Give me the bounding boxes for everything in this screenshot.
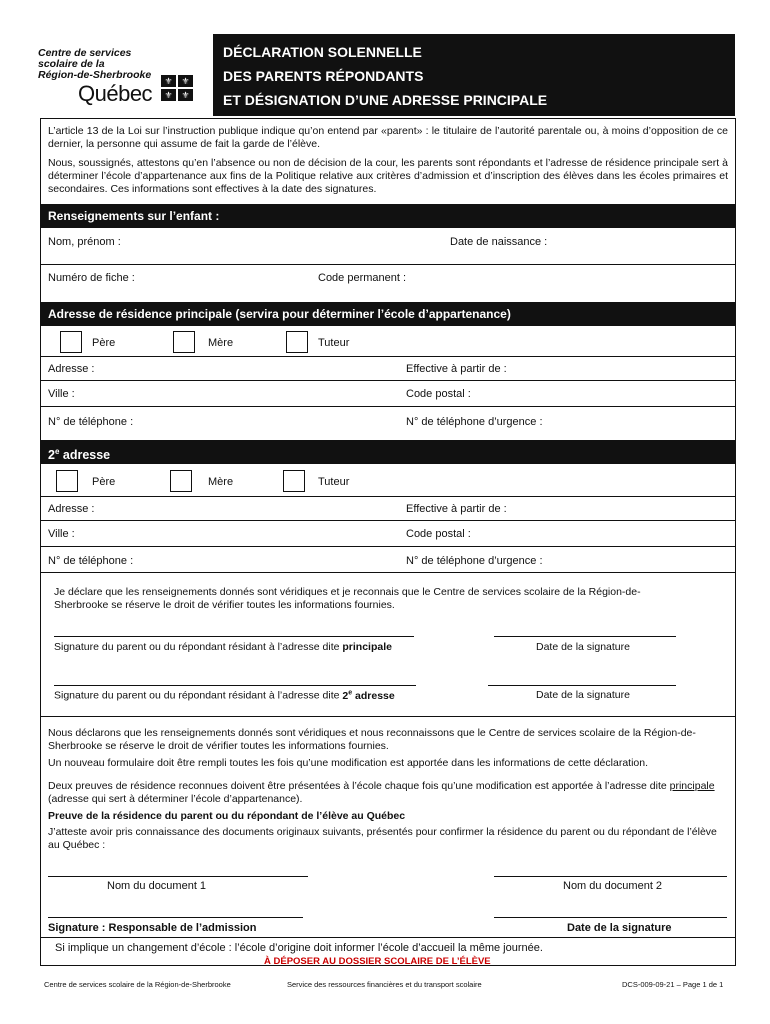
city-label-2: Ville : — [48, 528, 75, 540]
title-line1: DÉCLARATION SOLENNELLE — [223, 44, 422, 60]
child-birthdate-label: Date de naissance : — [450, 236, 548, 248]
divider — [41, 406, 735, 407]
pere-checkbox-2[interactable] — [56, 470, 78, 492]
tuteur-label: Tuteur — [318, 337, 350, 349]
title-line3: ET DÉSIGNATION D’UNE ADRESSE PRINCIPALE — [223, 92, 548, 108]
child-file-number-label: Numéro de fiche : — [48, 272, 135, 284]
bottom-paragraph-3: Deux preuves de résidence reconnues doivent être présentées à l’école chaque fois qu’une modification est apportée à l’adresse dite principale (adresse qui sert à déterminer l’école d’appartenance). — [48, 780, 715, 805]
divider — [41, 496, 735, 497]
org-name-line3: Région-de-Sherbrooke — [38, 69, 152, 81]
date-line[interactable] — [494, 636, 676, 637]
org-name-line2: scolaire de la — [38, 58, 105, 70]
address-label-2: Adresse : — [48, 503, 95, 515]
footer-organization: Centre de services scolaire de la Région-de-Sherbrooke — [44, 980, 231, 989]
deposit-instruction: À DÉPOSER AU DOSSIER SCOLAIRE DE L’ÉLÈVE — [264, 956, 491, 967]
document1-label: Nom du document 1 — [107, 880, 207, 892]
divider — [41, 356, 735, 357]
title-line2: DES PARENTS RÉPONDANTS — [223, 68, 424, 84]
divider — [41, 546, 735, 547]
intro-paragraph-2: Nous, soussignés, attestons qu’en l’absence ou non de décision de la cour, les parents sont répondants et l’adresse de résidence principale sert à déterminer l’école d’appartenance aux fins de la Politique relative aux critères d’admission et d’inscription des élèves dans les écoles primaires et secondaires. Ces informations sont effectives à la date des signatures. — [48, 157, 728, 195]
footer-service: Service des ressources financières et du transport scolaire — [287, 980, 482, 989]
effective-date-label-2: Effective à partir de : — [406, 503, 507, 515]
address-label: Adresse : — [48, 363, 95, 375]
emergency-phone-label: N° de téléphone d’urgence : — [406, 416, 543, 428]
signature-date-label-2: Date de la signature — [536, 689, 630, 701]
phone-label-2: N° de téléphone : — [48, 555, 134, 567]
tuteur-checkbox-2[interactable] — [283, 470, 305, 492]
signature-date-label: Date de la signature — [536, 641, 630, 653]
proof-heading: Preuve de la résidence du parent ou du répondant de l’élève au Québec — [48, 810, 406, 822]
quebec-wordmark: Québec — [78, 81, 153, 106]
divider — [41, 380, 735, 381]
divider — [41, 264, 735, 265]
emergency-phone-label-2: N° de téléphone d’urgence : — [406, 555, 543, 567]
section-child-heading: Renseignements sur l’enfant : — [41, 204, 735, 228]
proof-text: J’atteste avoir pris connaissance des documents originaux suivants, présentés pour confirmer la résidence du parent ou du répondant de l’élève au Québec : — [48, 826, 717, 851]
pere-label: Père — [92, 337, 116, 349]
bottom-paragraph-2: Un nouveau formulaire doit être rempli toutes les fois qu’une modification est apportée dans les informations de cette déclaration. — [48, 757, 649, 769]
document1-line[interactable] — [48, 876, 308, 877]
declaration-text: Je déclare que les renseignements donnés sont véridiques et je reconnais que le Centre de services scolaire de la Région-de-Sherbrooke se réserve le droit de vérifier toutes les informations fournies. — [54, 586, 641, 611]
admission-signature-line[interactable] — [48, 917, 303, 918]
mere-checkbox[interactable] — [173, 331, 195, 353]
admission-date-line[interactable] — [494, 917, 727, 918]
signature-line[interactable] — [54, 636, 414, 637]
postal-code-label: Code postal : — [406, 388, 471, 400]
mere-checkbox-2[interactable] — [170, 470, 192, 492]
document2-line[interactable] — [494, 876, 727, 877]
admission-signature-label: Signature : Responsable de l’admission — [48, 922, 257, 934]
intro-paragraph-1: L’article 13 de la Loi sur l’instruction publique indique qu’on entend par «parent» : le titulaire de l’autorité parentale ou, à moins d’opposition de ce dernier, la personne qui assume de fait la garde de l’élève. — [48, 125, 728, 150]
logo — [38, 48, 208, 108]
fleurdelise-icon: ⚜ ⚜ ⚜ ⚜ — [161, 75, 193, 103]
document2-label: Nom du document 2 — [563, 880, 663, 892]
bottom-paragraph-1: Nous déclarons que les renseignements donnés sont véridiques et nous reconnaissons que le Centre de services scolaire de la Région-de-Sherbrooke se réserve le droit de vérifier toutes les informations fournies. — [48, 727, 696, 752]
divider — [41, 937, 735, 938]
divider — [41, 520, 735, 521]
date-line-2[interactable] — [488, 685, 676, 686]
signature-second-label: Signature du parent ou du répondant résidant à l’adresse dite 2e adresse — [54, 689, 395, 702]
pere-checkbox[interactable] — [60, 331, 82, 353]
tuteur-label-2: Tuteur — [318, 476, 350, 488]
divider — [41, 716, 735, 717]
tuteur-checkbox[interactable] — [286, 331, 308, 353]
mere-label: Mère — [208, 337, 234, 349]
org-name-line1: Centre de services — [38, 47, 132, 59]
city-label: Ville : — [48, 388, 75, 400]
mere-label-2: Mère — [208, 476, 234, 488]
postal-code-label-2: Code postal : — [406, 528, 471, 540]
admission-date-label: Date de la signature — [567, 922, 672, 934]
section-main-address-heading: Adresse de résidence principale (servira pour déterminer l’école d’appartenance) — [41, 302, 735, 326]
school-change-note: Si implique un changement d’école : l’école d’origine doit informer l’école d’accueil la même journée. — [55, 942, 543, 954]
signature-line-2[interactable] — [54, 685, 416, 686]
footer-page-reference: DCS-009-09-21 – Page 1 de 1 — [622, 980, 724, 989]
effective-date-label: Effective à partir de : — [406, 363, 507, 375]
divider — [41, 572, 735, 573]
form-title — [213, 34, 735, 116]
child-name-label: Nom, prénom : — [48, 236, 121, 248]
phone-label: N° de téléphone : — [48, 416, 134, 428]
pere-label-2: Père — [92, 476, 116, 488]
child-permanent-code-label: Code permanent : — [318, 272, 407, 284]
signature-main-label: Signature du parent ou du répondant résidant à l’adresse dite principale — [54, 641, 392, 653]
section-second-address-heading: 2e adresse — [41, 440, 735, 464]
